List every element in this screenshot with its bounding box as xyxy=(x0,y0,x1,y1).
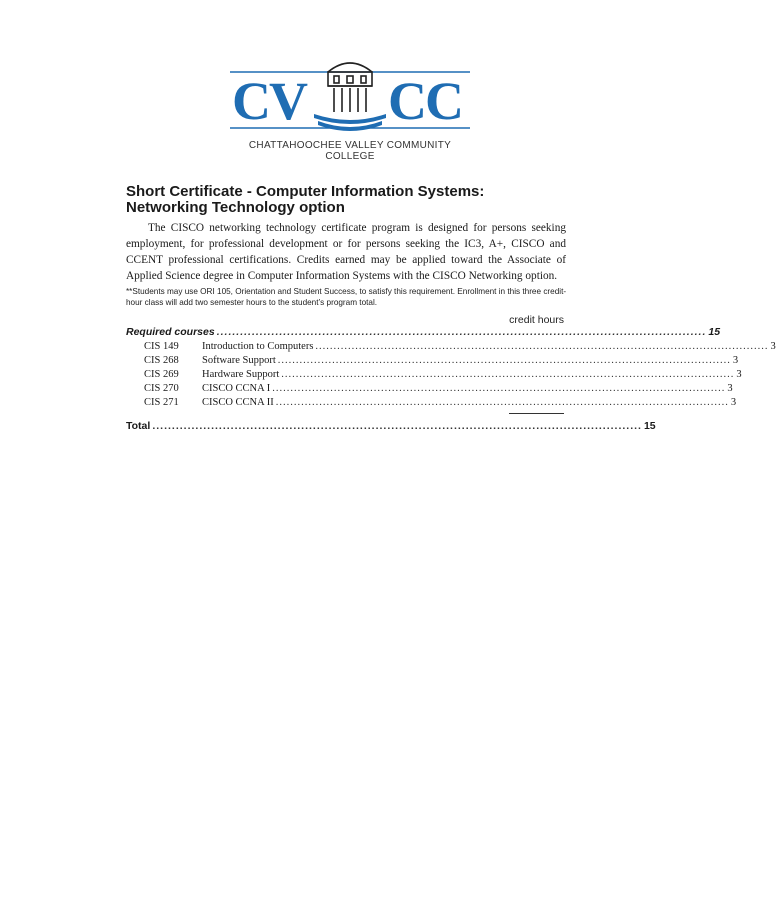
course-code: CIS 149 xyxy=(144,341,179,352)
course-name: CISCO CCNA II xyxy=(202,397,274,408)
title-line-2: Networking Technology option xyxy=(126,199,345,216)
college-logo xyxy=(228,52,472,162)
course-name: CISCO CCNA I xyxy=(202,383,271,394)
dot-leader: ............................................................................................................................. xyxy=(275,397,729,408)
required-courses-label: Required courses xyxy=(126,326,215,338)
course-row xyxy=(144,369,742,383)
course-name: Software Support xyxy=(202,355,276,366)
course-row xyxy=(144,397,737,411)
subtotal-rule xyxy=(509,413,564,414)
course-credits: 3 xyxy=(736,369,742,380)
course-name: Hardware Support xyxy=(202,369,280,380)
course-code: CIS 270 xyxy=(144,383,179,394)
dot-leader: ............................................................................................................................. xyxy=(272,383,726,394)
course-credits: 3 xyxy=(732,355,739,366)
course-row xyxy=(144,341,776,355)
logo-text-cc: CC xyxy=(388,71,462,131)
total-row xyxy=(126,420,656,434)
college-name: CHATTAHOOCHEE VALLEY COMMUNITY COLLEGE xyxy=(248,140,452,162)
title-line-1: Short Certificate - Computer Information Systems: xyxy=(126,183,485,200)
course-credits: 3 xyxy=(730,397,737,408)
program-description: The CISCO networking technology certificate program is designed for persons seeking employment, for professional development or for persons seeking the IC3, A+, CISCO and CCENT professional certifications. Credits earned may be applied toward the Associate of Applied Science degree in Computer Information Systems with the CISCO Networking option. xyxy=(126,222,566,282)
total-credits: 15 xyxy=(643,420,656,432)
dot-leader: ............................................................................................................................. xyxy=(315,341,769,352)
page-title xyxy=(126,184,576,216)
dot-leader: ............................................................................................................................. xyxy=(277,355,731,366)
dot-leader: ............................................................................................................................. xyxy=(152,420,642,432)
course-code: CIS 269 xyxy=(144,369,179,380)
required-courses-credits: 15 xyxy=(708,326,721,338)
required-courses-row xyxy=(126,326,721,340)
course-row xyxy=(144,383,733,397)
logo-text-cv: CV xyxy=(232,71,306,131)
course-code: CIS 268 xyxy=(144,355,179,366)
total-label: Total xyxy=(126,420,151,432)
credit-hours-header: credit hours xyxy=(509,314,564,326)
course-name: Introduction to Computers xyxy=(202,341,314,352)
course-credits: 3 xyxy=(770,341,776,352)
course-row xyxy=(144,355,739,369)
course-credits: 3 xyxy=(727,383,733,394)
course-code: CIS 271 xyxy=(144,397,179,408)
dot-leader: ............................................................................................................................. xyxy=(281,369,735,380)
dot-leader: ............................................................................................................................. xyxy=(216,326,707,338)
student-note: **Students may use ORI 105, Orientation and Student Success, to satisfy this requirement. Enrollment in this three credit-hour class will add two semester hours to the student’s program total. xyxy=(126,287,567,307)
